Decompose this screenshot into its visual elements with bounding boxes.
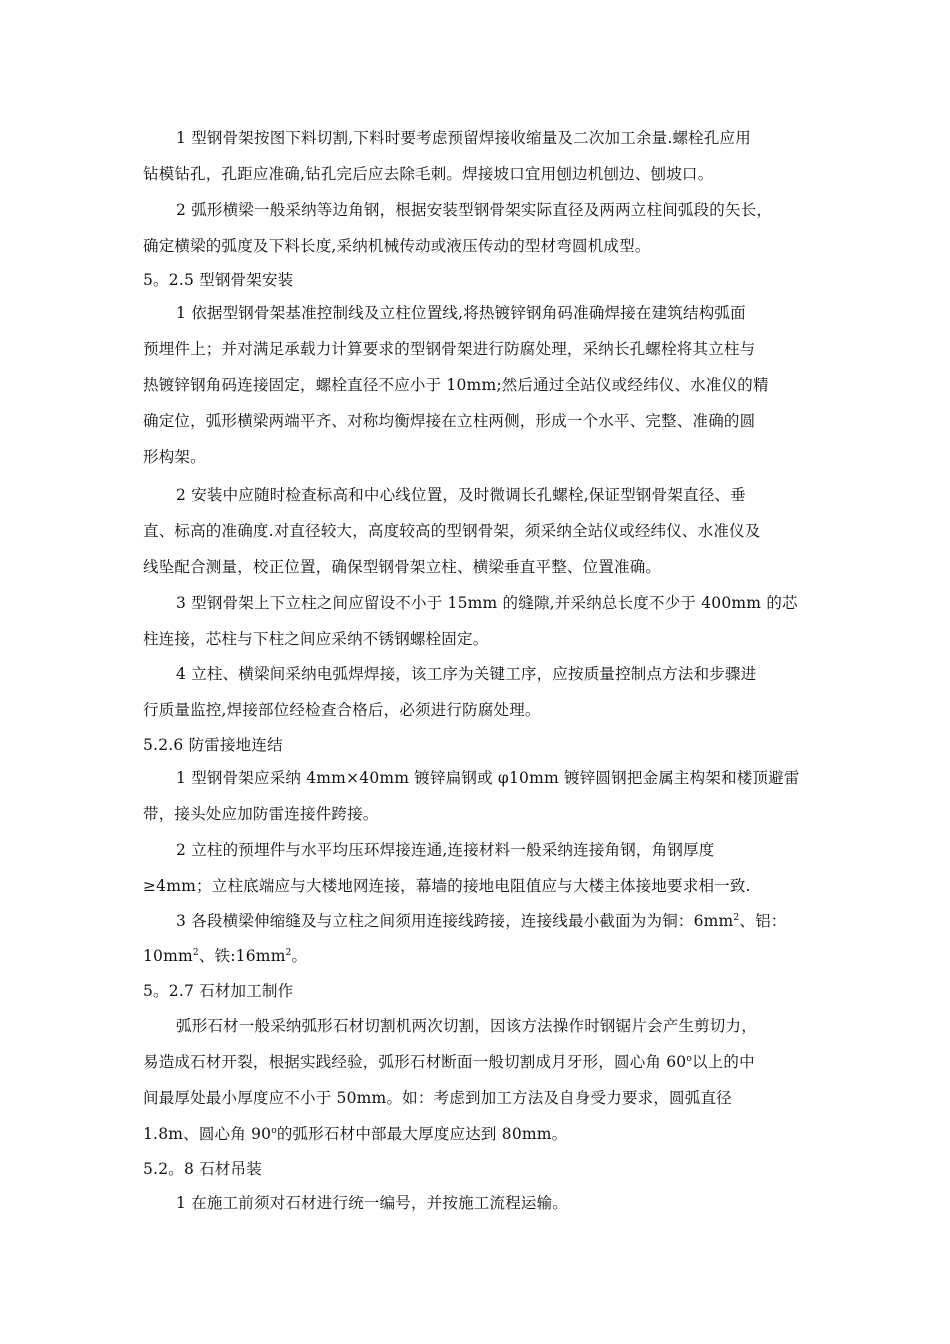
paragraph-line: 2 安装中应随时检查标高和中心线位置，及时微调长孔螺栓,保证型钢骨架直径、垂 [176, 486, 746, 504]
section-heading: 5。2.5 型钢骨架安装 [143, 271, 294, 289]
paragraph-line: 带，接头处应加防雷连接件跨接。 [143, 805, 379, 823]
superscript: 2 [285, 948, 292, 958]
section-heading: 5.2.6 防雷接地连结 [143, 736, 283, 754]
paragraph-line: 间最厚处最小厚度应不小于 50mm。如：考虑到加工方法及自身受力要求，圆弧直径 [143, 1089, 732, 1107]
paragraph-line: 线坠配合测量，校正位置，确保型钢骨架立柱、横梁垂直平整、位置准确。 [143, 558, 662, 576]
paragraph-line: 柱连接，芯柱与下柱之间应采纳不锈钢螺栓固定。 [143, 630, 489, 648]
paragraph-line: 确定横梁的弧度及下料长度,采纳机械传动或液压传动的型材弯圆机成型。 [143, 237, 651, 255]
paragraph-line: $10mm^2$、铁$:16mm^2$。 [143, 947, 308, 965]
paragraph-line: 2 弧形横梁一般采纳等边角钢，根据安装型钢骨架实际直径及两两立柱间弧段的矢长， [176, 201, 773, 219]
superscript: o [271, 1126, 277, 1136]
paragraph-line: 钻模钻孔，孔距应准确,钻孔完后应去除毛刺。焊接坡口宜用刨边机刨边、刨坡口。 [143, 165, 714, 183]
paragraph-line: ≥4mm；立柱底端应与大楼地网连接，幕墙的接地电阻值应与大楼主体接地要求相一致. [143, 877, 751, 895]
section-heading: 5。2.7 石材加工制作 [143, 982, 294, 1000]
paragraph-line: 直、标高的准确度.对直径较大，高度较高的型钢骨架，须采纳全站仪或经纬仪、水准仪及 [143, 522, 761, 540]
paragraph-line: 1 在施工前须对石材进行统一编号，并按施工流程运输。 [176, 1194, 568, 1212]
paragraph-line: 3 型钢骨架上下立柱之间应留设不小于 15mm 的缝隙,并采纳总长度不少于 400mm 的芯 [176, 594, 798, 612]
paragraph-line: 行质量监控,焊接部位经检查合格后，必须进行防腐处理。 [143, 701, 541, 719]
paragraph-line: 确定位，弧形横梁两端平齐、对称均衡焊接在立柱两侧，形成一个水平、完整、准确的圆 [143, 412, 756, 430]
paragraph-line: 热镀锌钢角码连接固定，螺栓直径不应小于 10mm;然后通过全站仪或经纬仪、水准仪的精 [143, 376, 769, 394]
section-heading: 5.2。8 石材吊装 [143, 1160, 262, 1178]
superscript: 2 [192, 948, 199, 958]
superscript: 2 [733, 913, 740, 923]
paragraph-line: 1 型钢骨架按图下料切割,下料时要考虑预留焊接收缩量及二次加工余量.螺栓孔应用 [176, 129, 751, 147]
superscript: o [686, 1054, 692, 1064]
paragraph-line: 形构架。 [143, 448, 206, 466]
paragraph-line: 弧形石材一般采纳弧形石材切割机两次切割，因该方法操作时钢锯片会产生剪切力， [176, 1017, 757, 1035]
paragraph-line: 1 型钢骨架应采纳 4mm×40mm 镀锌扁钢或 φ10mm 镀锌圆钢把金属主构架和楼顶避雷 [176, 769, 800, 787]
paragraph-line: 预埋件上；并对满足承载力计算要求的型钢骨架进行防腐处理，采纳长孔螺栓将其立柱与 [143, 340, 756, 358]
paragraph-line: 3 各段横梁伸缩缝及与立柱之间须用连接线跨接，连接线最小截面为为铜：$6mm^2$、铝： [176, 912, 787, 930]
paragraph-line: 2 立柱的预埋件与水平均压环焊接连通,连接材料一般采纳连接角钢，角钢厚度 [176, 841, 715, 859]
paragraph-line: 4 立柱、横梁间采纳电弧焊焊接，该工序为关键工序，应按质量控制点方法和步骤进 [176, 665, 757, 683]
paragraph-line: 1.8m、圆心角 90$^o$的弧形石材中部最大厚度应达到 80mm。 [143, 1125, 568, 1143]
paragraph-line: 易造成石材开裂，根据实践经验，弧形石材断面一般切割成月牙形，圆心角 60$^o$以上的中 [143, 1053, 755, 1071]
paragraph-line: 1 依据型钢骨架基准控制线及立柱位置线,将热镀锌钢角码准确焊接在建筑结构弧面 [176, 304, 746, 322]
